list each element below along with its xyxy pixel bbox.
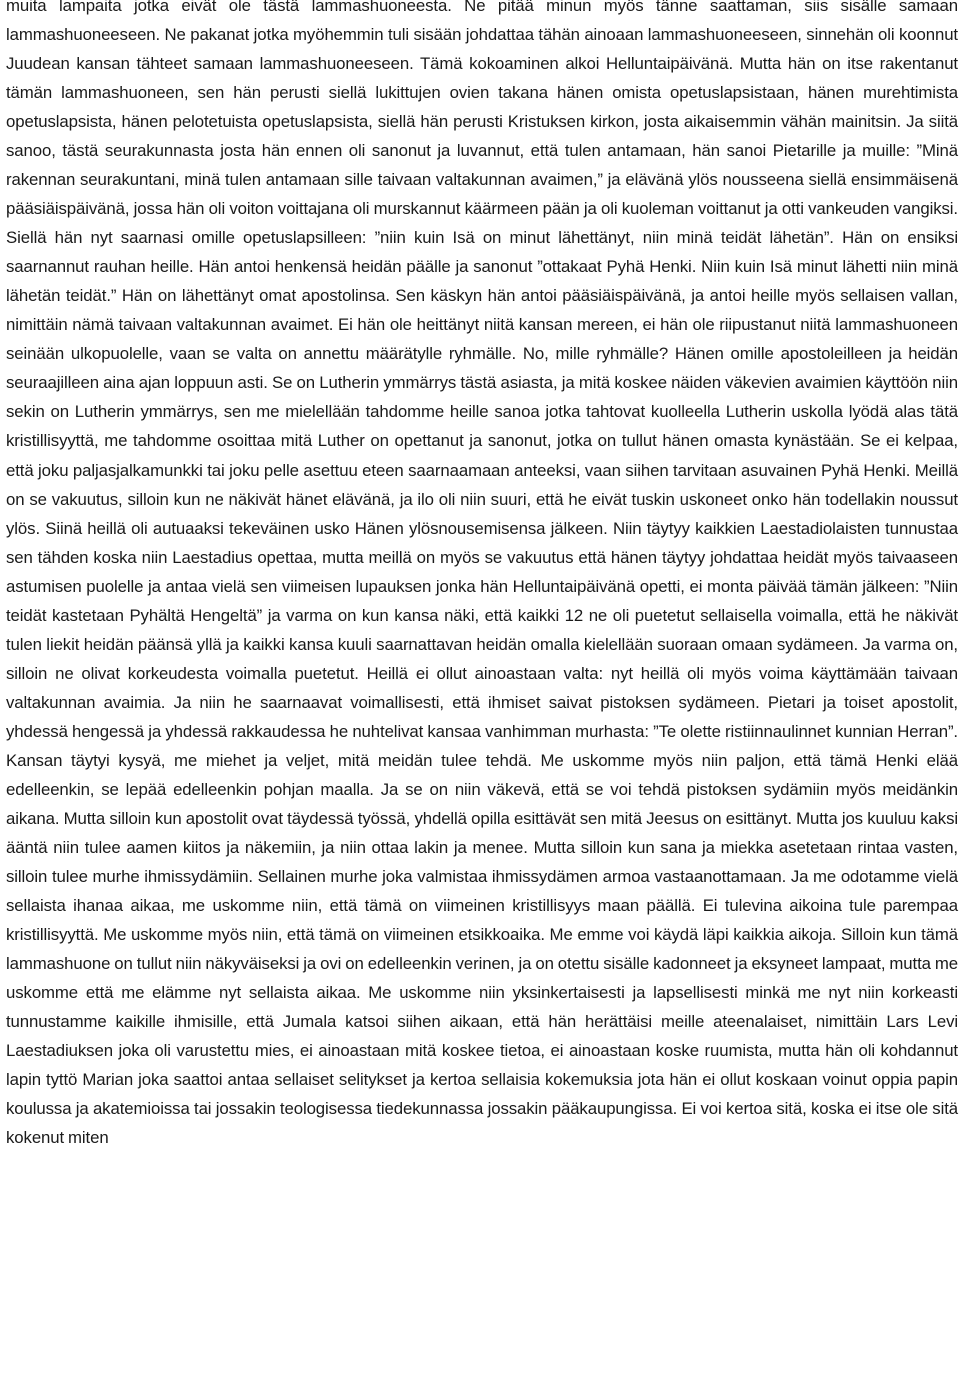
body-paragraph: muita lampaita jotka eivät ole tästä lammashuoneesta. Ne pitää minun myös tänne saattaman, siis sisälle samaan lammashuoneeseen. Ne pakanat jotka myöhemmin tuli sisään johdattaa tähän ainoaan lammashuoneeseen, sinnehän oli koonnut Juudean kansan tähteet samaan lammashuoneeseen. Tämä kokoaminen alkoi Helluntaipäivänä. Mutta hän on itse rakentanut tämän lammashuoneen, sen hän perusti siellä lukittujen ovien takana hänen omista opetuslapsistaan, hänen murehtimista opetuslapsista, hänen pelotetuista opetuslapsista, siellä hän perusti Kristuksen kirkon, josta aikaisemmin vähän mainitsin. Ja siitä sanoo, tästä seurakunnasta josta hän ennen oli sanonut ja luvannut, että tulen antamaan, hän sanoi Pietarille ja muille: ”Minä rakennan seurakuntani, minä tulen antamaan sille taivaan valtakunnan avaimen,” ja elävänä ylös nousseena siellä ensimmäisenä pääsiäispäivänä, jossa hän oli voiton voittajana oli murskannut käärmeen pään ja oli kuoleman voittanut ja otti vankeuden vangiksi. Siellä hän nyt saarnasi omille opetuslapsilleen: ”niin kuin Isä on minut lähettänyt, niin minä teidät lähetän”. Hän on ensiksi saarnannut rauhan heille. Hän antoi henkensä heidän päälle ja sanonut ”ottakaat Pyhä Henki. Niin kuin Isä minut lähetti niin minä lähetän teidät.” Hän on lähettänyt omat apostolinsa. Sen käskyn hän antoi pääsiäispäivänä, ja antoi heille myös sellaisen vallan, nimittäin nämä taivaan valtakunnan avaimet. Ei hän ole heittänyt niitä kansan mereen, ei hän ole riipustanut niitä lammashuoneen seinään ulkopuolelle, vaan se valta on annettu määrätylle ryhmälle. No, mille ryhmälle? Hänen omille apostoleilleen ja heidän seuraajilleen aina ajan loppuun asti. Se on Lutherin ymmärrys tästä asiasta, ja mitä koskee näiden väkevien avaimien käyttöön niin sekin on Lutherin ymmärrys, sen me mielellään tahdomme heille sanoa jotka tahtovat kuolleella Lutherin uskolla lyödä alas tätä kristillisyyttä, me tahdomme osoittaa mitä Luther on opettanut ja sanonut, jotka on tullut hänen omasta kynästään. Se ei kelpaa, että joku paljasjalkamunkki tai joku pelle asettuu eteen saarnaamaan anteeksi, vaan siihen tarvitaan asuvainen Pyhä Henki. Meillä on se vakuutus, silloin kun ne näkivät hänet elävänä, ja ilo oli niin suuri, että he eivät tuskin uskoneet onko hän todellakin noussut ylös. Siinä heillä oli autuaaksi tekeväinen usko Hänen ylösnousemisensa jälkeen. Niin täytyy kaikkien Laestadiolaisten tunnustaa sen tähden koska niin Laestadius opettaa, mutta meillä on myös se vakuutus että hänen täytyy johdattaa heidät myös taivaaseen astumisen puolelle ja antaa vielä sen viimeisen lupauksen jonka hän Helluntaipäivänä opetti, ei monta päivää tämän jälkeen: ”Niin teidät kastetaan Pyhältä Hengeltä” ja varma on kun kansa näki, että kaikki 12 ne oli puetetut sellaisella voimalla, että he näkivät tulen liekit heidän päänsä yllä ja kaikki kansa kuuli saarnattavan heidän omalla kielellään suoraan omaan sydämeen. Ja varma on, silloin ne olivat korkeudesta voimalla puetetut. Heillä ei ollut ainoastaan valta: nyt heillä oli myös voima käyttämään taivaan valtakunnan avaimia. Ja niin he saarnaavat voimallisesti, että ihmiset saivat pistoksen sydämeen. Pietari ja toiset apostolit, yhdessä hengessä ja yhdessä rakkaudessa he nuhtelivat kansaa vanhimman murhasta: ”Te olette ristiinnaulinnet kunnian Herran”. Kansan täytyi kysyä, me miehet ja veljet, mitä meidän tulee tehdä. Me uskomme myös niin paljon, että tämä Henki elää edelleenkin, se lepää edelleenkin pohjan maalla. Ja se on niin väkevä, että se voi tehdä pistoksen sydämiin myös meidänkin aikana. Mutta silloin kun apostolit ovat täydessä työssä, yhdellä opilla esittävät sen mitä Jeesus on esittänyt. Mutta jos kuuluu kaksi ääntä niin tulee aamen kiitos ja näkemiin, ja niin ottaa lakin ja menee. Mutta silloin kun sana ja miekka asetetaan rintaa vasten, silloin tulee murhe ihmissydämiin. Sellainen murhe joka valmistaa ihmissydämen armoa vastaanottamaan. Ja me odotamme vielä sellaista ihanaa aikaa, me uskomme niin, että tämä on viimeinen kristillisyys maan päällä. Ei tulevina aikoina tule parempaa kristillisyyttä. Me uskomme myös niin, että tämä on viimeinen etsikkoaika. Me emme voi käydä läpi kaikkia aikoja. Silloin kun tämä lammashuone on tullut niin näkyväiseksi ja ovi on edelleenkin verinen, ja on otettu sisälle kadonneet ja eksyneet lampaat, mutta me uskomme että me elämme nyt sellaista aikaa. Me uskomme niin yksinkertaisesti ja lapsellisesti minkä me nyt niin korkeasti tunnustamme kaikille ihmisille, että Jumala katsoi siihen aikaan, että hän herättäisi meille ateenalaiset, nimittäin Lars Levi Laestadiuksen joka oli varustettu mies, ei ainoastaan mitä koskee tietoa, ei ainoastaan koske ruumista, mutta hän oli kohdannut lapin tyttö Marian joka saattoi antaa sellaiset selitykset ja kertoa sellaisia kokemuksia jota hän ei ollut koskaan voinut oppia papin koulussa ja akatemioissa tai jossakin teologisessa tiedekunnassa jossakin pääkaupungissa. Ei voi kertoa sitä, koska ei itse ole sitä kokenut miten	[6, 0, 958, 1148]
